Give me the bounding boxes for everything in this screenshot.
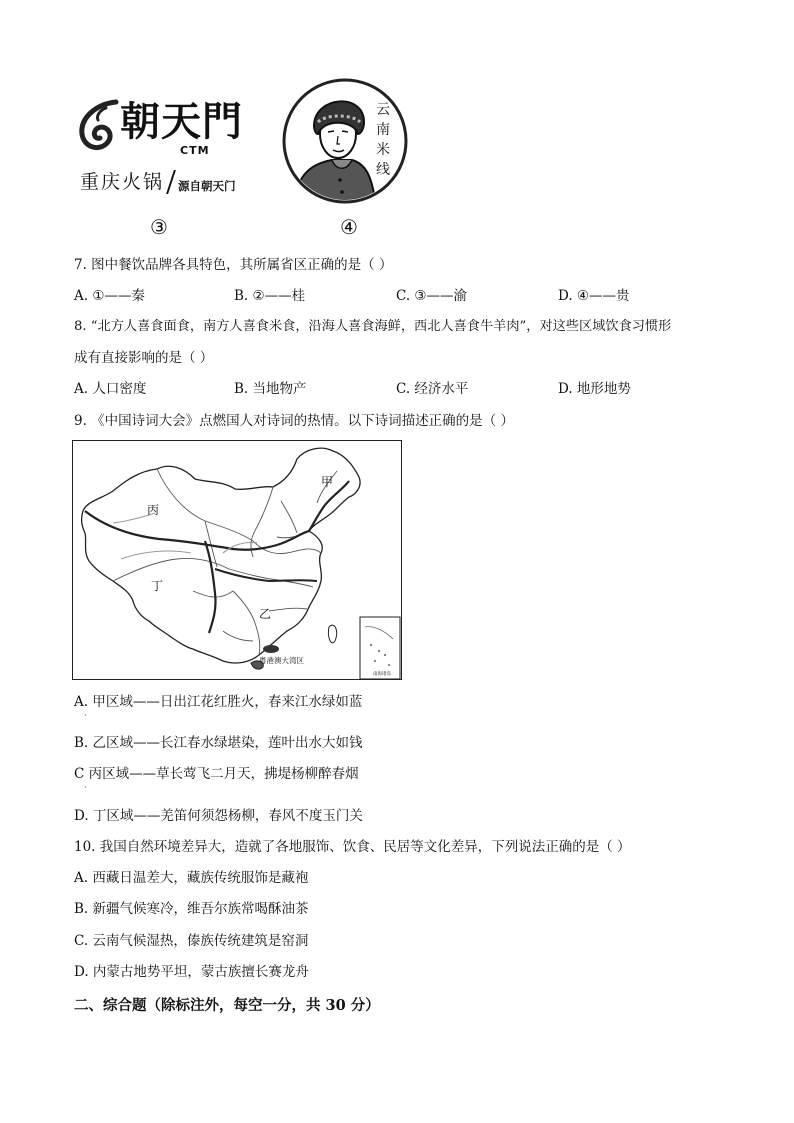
- q9-option-c: C 丙区域——草长莺飞二月天，拂堤杨柳醉春烟: [74, 766, 359, 782]
- q9-option-b: B. 乙区域——长江春水绿堪染，莲叶出水大如钱: [74, 735, 363, 751]
- q9-option-d: D. 丁区域——羌笛何须怨杨柳，春风不度玉门关: [74, 808, 363, 824]
- logo4-vertical-text: [372, 100, 394, 180]
- slogan-divider: [166, 170, 176, 194]
- q9-option-a-dot: ·: [84, 711, 87, 720]
- map-label-jia: 甲: [321, 475, 334, 489]
- q7-option-c: C. ③——渝: [396, 288, 468, 304]
- logo-chaotianmen: [74, 92, 254, 202]
- q8-stem-line2: 成有直接影响的是（ ）: [74, 350, 214, 366]
- vertical-char: 云: [376, 102, 390, 118]
- q10-stem: 10. 我国自然环境差异大，造就了各地服饰、饮食、民居等文化差异，下列说法正确的是（ ）: [74, 839, 631, 855]
- q9-stem: 9. 《中国诗词大会》点燃国人对诗词的热情。以下诗词描述正确的是（ ）: [74, 413, 514, 429]
- section-2-title: 二、综合题（除标注外，每空一分，共 30 分）: [74, 997, 380, 1014]
- brand-slogan-2: 源自朝天门: [178, 179, 236, 193]
- brand-name: 朝天門: [120, 98, 243, 145]
- q10-option-a: A. 西藏日温差大，藏族传统服饰是藏袍: [74, 870, 309, 886]
- map-label-inset: 南海诸岛: [373, 672, 391, 677]
- q10-option-d: D. 内蒙古地势平坦，蒙古族擅长赛龙舟: [74, 964, 309, 980]
- map-label-bing: 丙: [147, 503, 160, 517]
- q7-option-b: B. ②——桂: [234, 288, 306, 304]
- q10-option-c: C. 云南气候湿热，傣族传统建筑是窑洞: [74, 933, 309, 949]
- q8-stem-line1: 8. “北方人喜食面食，南方人喜食米食，沿海人喜食海鲜，西北人喜食牛羊肉”，对这些区域饮食习惯形: [74, 319, 672, 334]
- q8-option-a: A. 人口密度: [74, 381, 147, 397]
- map-label-yi: 乙: [259, 607, 272, 621]
- q7-option-d: D. ④——贵: [558, 288, 630, 304]
- q9-option-a: A. 甲区域——日出江花红胜火，春来江水绿如蓝: [74, 694, 363, 710]
- brand-sub: CTM: [180, 144, 210, 157]
- q8-option-c: C. 经济水平: [396, 381, 469, 397]
- map-label-bay-area: 粤港澳大湾区: [259, 656, 304, 665]
- logo3-label: ③: [150, 215, 168, 239]
- vertical-char: 线: [376, 162, 390, 178]
- brand-slogan: 重庆火锅: [80, 171, 165, 193]
- q7-option-a: A. ①——秦: [74, 288, 145, 304]
- logo4-label: ④: [340, 215, 358, 239]
- map-label-ding: 丁: [151, 579, 164, 593]
- china-map-outline: [73, 441, 401, 679]
- q7-stem: 7. 图中餐饮品牌各具特色，其所属省区正确的是（ ）: [74, 257, 393, 273]
- vertical-char: 米: [376, 142, 390, 158]
- swirl-logo-icon: [76, 98, 122, 156]
- china-map: [72, 440, 402, 680]
- q9-option-c-dot: ·: [84, 783, 87, 792]
- vertical-char: 南: [376, 122, 390, 138]
- q8-option-b: B. 当地物产: [234, 381, 307, 397]
- q8-option-d: D. 地形地势: [558, 381, 631, 397]
- q10-option-b: B. 新疆气候寒冷，维吾尔族常喝酥油茶: [74, 901, 309, 917]
